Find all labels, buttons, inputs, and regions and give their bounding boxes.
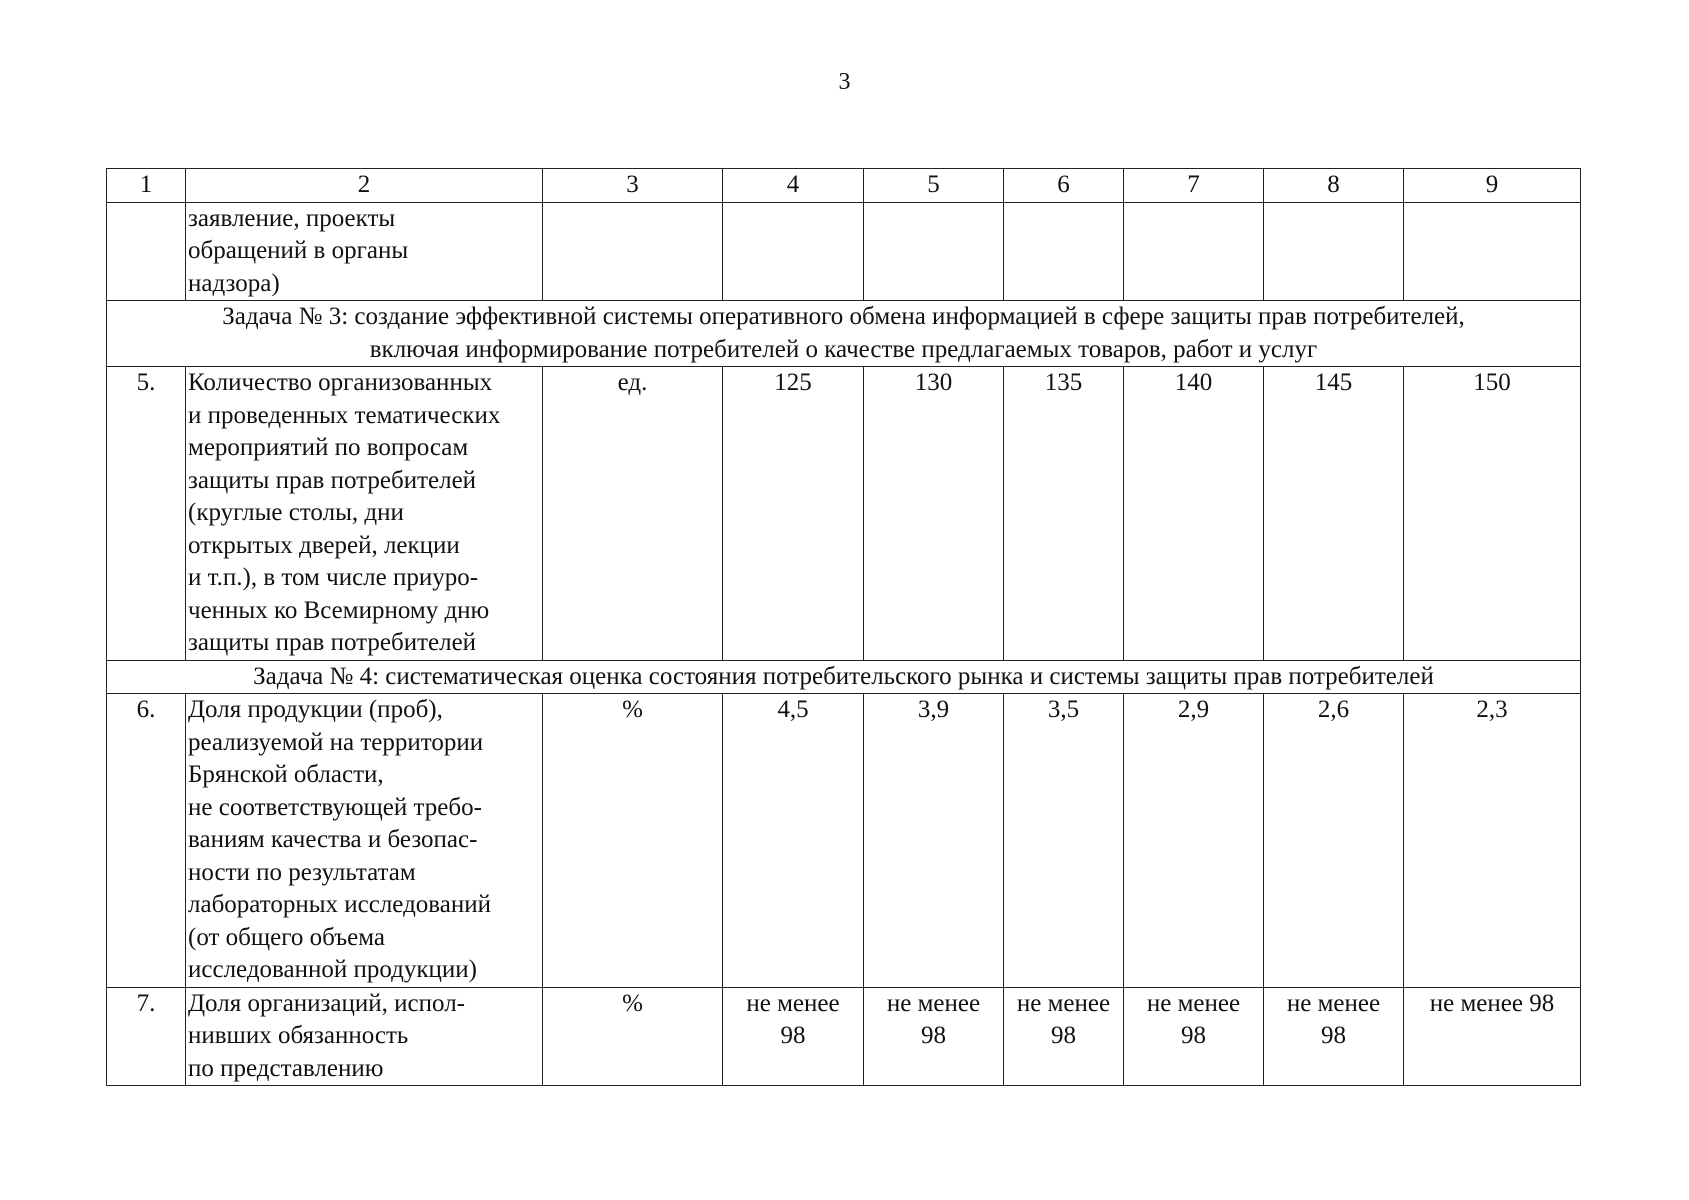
value-line: 98 (1181, 1022, 1206, 1049)
description-line: открытых дверей, лекции (188, 531, 460, 559)
value-cell: 2,3 (1404, 694, 1581, 988)
task-line: Задача № 4: систематическая оценка состояния потребительского рынка и системы защиты прав потребителей (253, 662, 1434, 690)
continuation-row (107, 202, 1581, 301)
value-cell: 2,6 (1264, 694, 1404, 988)
value-cell: 125 (723, 367, 864, 661)
indicator-description (186, 987, 543, 1086)
indicators-table (106, 168, 1581, 1086)
value-line: не менее (1016, 989, 1111, 1017)
value-line: не менее 98 (1429, 989, 1555, 1017)
page-number: 3 (838, 69, 851, 95)
indicator-description (186, 367, 543, 661)
value-line: не менее (746, 989, 840, 1017)
value-cell: 135 (1004, 367, 1124, 661)
task-3-row (107, 301, 1581, 367)
description-line: мероприятий по вопросам (188, 434, 469, 461)
row-number: 7. (107, 987, 186, 1086)
value-cell: 3,9 (864, 694, 1004, 988)
unit-cell: % (543, 987, 723, 1086)
indicator-row-5 (107, 367, 1581, 661)
indicator-row-6 (107, 694, 1581, 988)
column-header: 7 (1124, 169, 1264, 203)
description-line: и проведенных тематических (188, 401, 501, 429)
value-cell: 3,5 (1004, 694, 1124, 988)
value-cell: 4,5 (723, 694, 864, 988)
description-line: Количество организованных (188, 369, 493, 396)
indicator-description (186, 694, 543, 988)
value-cell (1404, 987, 1581, 1086)
unit-cell: ед. (543, 367, 723, 661)
value-line: 98 (921, 1022, 946, 1049)
value-line: 98 (1321, 1022, 1346, 1049)
column-number-row (107, 169, 1581, 203)
value-cell (723, 987, 864, 1086)
column-header: 4 (723, 169, 864, 203)
value-cell (1124, 987, 1264, 1086)
value-cell (1264, 202, 1404, 301)
value-cell (1404, 202, 1581, 301)
row-number: 6. (107, 694, 186, 988)
value-cell: 130 (864, 367, 1004, 661)
value-cell: 145 (1264, 367, 1404, 661)
value-line: не менее (1146, 989, 1241, 1017)
description-line: заявление, проекты (188, 204, 396, 232)
value-cell (1004, 987, 1124, 1086)
task-line: Задача № 3: создание эффективной системы оперативного обмена информацией в сфере защиты прав потребителей, (222, 303, 1465, 330)
description-line: по представлению (188, 1054, 384, 1082)
description-line: надзора) (188, 269, 280, 297)
value-cell (723, 202, 864, 301)
task-4-row (107, 660, 1581, 694)
description-line: и т.п.), в том числе приуро- (188, 564, 479, 591)
value-line: 98 (1051, 1022, 1076, 1049)
column-header: 5 (864, 169, 1004, 203)
value-cell (864, 987, 1004, 1086)
description-line: исследованной продукции) (188, 956, 477, 983)
description-line: Доля организаций, испол- (188, 989, 465, 1017)
row-number-cell (107, 202, 186, 301)
column-header: 2 (186, 169, 543, 203)
unit-cell (543, 202, 723, 301)
description-line: ваниям качества и безопас- (188, 826, 478, 853)
unit-cell: % (543, 694, 723, 988)
column-header: 9 (1404, 169, 1581, 203)
column-header: 6 (1004, 169, 1124, 203)
indicator-row-7 (107, 987, 1581, 1086)
value-cell (1264, 987, 1404, 1086)
value-line: 98 (780, 1022, 806, 1049)
indicator-description (186, 202, 543, 301)
description-line: защиты прав потребителей (188, 629, 477, 656)
value-cell (1124, 202, 1264, 301)
column-header: 1 (107, 169, 186, 203)
description-line: (от общего объема (188, 923, 385, 951)
description-line: реализуемой на территории (188, 728, 484, 756)
description-line: защиты прав потребителей (188, 466, 477, 494)
description-line: Доля продукции (проб), (188, 696, 443, 723)
value-cell: 2,9 (1124, 694, 1264, 988)
description-line: нивших обязанность (188, 1022, 409, 1049)
description-line: ченных ко Всемирному дню (188, 596, 490, 624)
description-line: ности по результатам (188, 858, 416, 886)
description-line: не соответствующей требо- (188, 793, 482, 821)
value-cell: 150 (1404, 367, 1581, 661)
value-cell: 140 (1124, 367, 1264, 661)
task-3-heading (107, 301, 1581, 367)
row-number: 5. (107, 367, 186, 661)
description-line: лабораторных исследований (188, 891, 492, 918)
column-header: 3 (543, 169, 723, 203)
value-cell (864, 202, 1004, 301)
description-line: (круглые столы, дни (188, 499, 404, 526)
description-line: обращений в органы (188, 237, 409, 264)
task-line: включая информирование потребителей о качестве предлагаемых товаров, работ и услуг (369, 335, 1318, 363)
value-cell (1004, 202, 1124, 301)
value-line: не менее (886, 989, 981, 1017)
value-line: не менее (1286, 989, 1381, 1017)
task-4-heading (107, 660, 1581, 694)
column-header: 8 (1264, 169, 1404, 203)
description-line: Брянской области, (188, 761, 384, 788)
